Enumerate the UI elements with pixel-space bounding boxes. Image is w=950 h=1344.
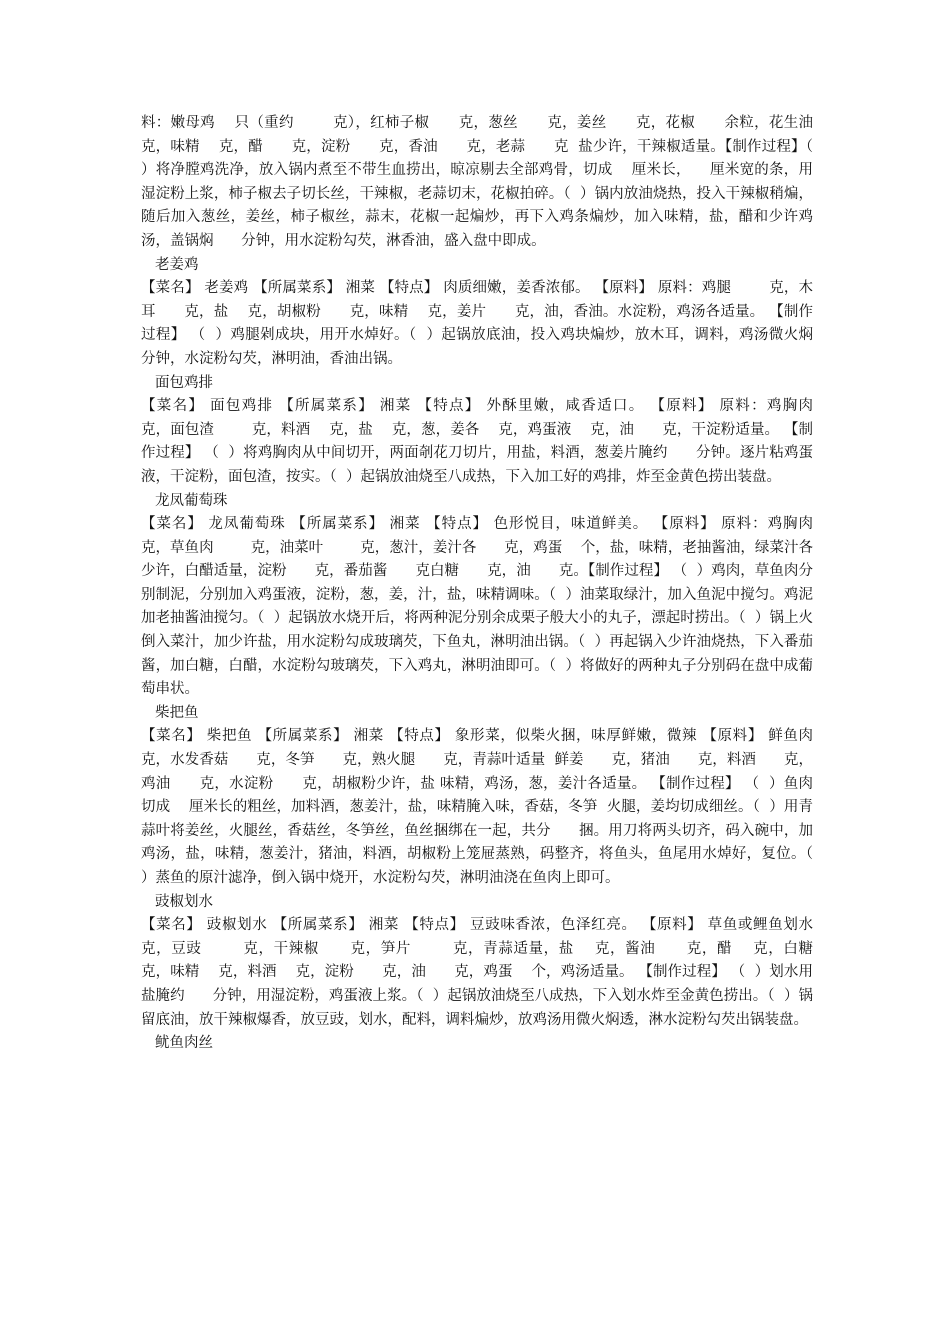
recipe-body-2: 【菜名】 老姜鸡 【所属菜系】 湘菜 【特点】 肉质细嫩，姜香浓郁。 【原料】 原料：鸡腿 克，木耳 克，盐 克，胡椒粉 克，味精 克，姜片 克，油，香油。水淀粉，鸡汤各适量。 【制作过程】 （ ）鸡腿剁成块，用开水焯好。（ ）起锅放底油，投入鸡块煸炒，放木耳，调料，鸡汤微火焖 分钟，水淀粉勾芡，淋明油，香油出锅。 xyxy=(141,280,841,367)
recipe-body-3: 【菜名】 面包鸡排 【所属菜系】 湘菜 【特点】 外酥里嫩，咸香适口。 【原料】 原料：鸡胸肉 克，面包渣 克，料酒 克，盐 克，葱，姜各 克，鸡蛋液 克，油 克，干淀粉适量。 【制作过程】 （ ）将鸡胸肉从中间切开，两面剞花刀切片，用盐，料酒，葱姜片腌约 分钟。逐片粘鸡蛋液，干淀粉，面包渣，按实。（ ）起锅放油烧至八成热，下入加工好的鸡排，炸至金黄色捞出装盘。 xyxy=(141,398,850,485)
dish-title-chai-ba-yu: 柴把鱼 xyxy=(155,704,199,721)
recipe-body-6: 【菜名】 豉椒划水 【所属菜系】 湘菜 【特点】 豆豉味香浓，色泽红亮。 【原料】 草鱼或鲤鱼划水 克，豆豉 克，干辣椒 克，笋片 克，青蒜适量，盐 克，酱油 克，醋 克，白糖 克，味精 克，料酒 克，淀粉 克，油 克，鸡蛋 个，鸡汤适量。 【制作过程】 （ ）划水用盐腌约 分钟，用湿淀粉，鸡蛋液上浆。（ ）起锅放油烧至八成热，下入划水炸至金黄色捞出。（ ）锅留底油，放干辣椒爆香，放豆豉，划水，配料，调料煸炒，放鸡汤用微火焖透，淋水淀粉勾芡出锅装盘。 xyxy=(141,917,850,1028)
dish-title-chi-jiao-hua-shui: 豉椒划水 xyxy=(155,893,213,910)
document-page xyxy=(141,112,850,1056)
dish-title-lao-jiang-ji: 老姜鸡 xyxy=(155,256,199,273)
recipe-body-1: 料：嫩母鸡 只（重约 克），红柿子椒 克，葱丝 克，姜丝 克，花椒 余粒，花生油 克，味精 克，醋 克，淀粉 克，香油 克，老蒜 克 盐少许，干辣椒适量。【制作过程】（ ）将净膛鸡洗净，放入锅内煮至不带生血捞出，晾凉剔去全部鸡骨，切成 厘米长， 厘米宽的条，用湿淀粉上浆，柿子椒去子切长丝，干辣椒，老蒜切末，花椒拍碎。（ ）锅内放油烧热，投入干辣椒稍煸，随后加入葱丝，姜丝，柿子椒丝，蒜末，花椒一起煸炒，再下入鸡条煸炒，加入味精，盐，醋和少许鸡汤，盖锅焖 分钟，用水淀粉勾芡，淋香油，盛入盘中即成。 xyxy=(141,115,841,249)
recipe-body-4: 【菜名】 龙凤葡萄珠 【所属菜系】 湘菜 【特点】 色形悦目，味道鲜美。 【原料】 原料：鸡胸肉 克，草鱼肉 克，油菜叶 克，葱汁，姜汁各 克，鸡蛋 个，盐，味精，老抽酱油，绿菜汁各少许，白醋适量，淀粉 克，番茄酱 克白糖 克，油 克。【制作过程】 （ ）鸡肉，草鱼肉分别制泥，分别加入鸡蛋液，淀粉，葱，姜，汁，盐，味精调味。（ ）油菜取绿汁，加入鱼泥中搅匀。鸡泥加老抽酱油搅匀。（ ）起锅放水烧开后，将两种泥分别余成栗子般大小的丸子，漂起时捞出。（ ）锅上火倒入菜汁，加少许盐，用水淀粉勾成玻璃芡，下鱼丸，淋明油出锅。（ ）再起锅入少许油烧热，下入番茄酱，加白糖，白醋，水淀粉勾玻璃芡，下入鸡丸，淋明油即可。（ ）将做好的两种丸子分别码在盘中成葡萄串状。 xyxy=(141,516,850,698)
dish-title-you-yu-rou-si: 鱿鱼肉丝 xyxy=(155,1035,213,1052)
dish-title-long-feng-pu-tao-zhu: 龙凤葡萄珠 xyxy=(155,492,228,509)
recipe-body-5: 【菜名】 柴把鱼 【所属菜系】 湘菜 【特点】 象形菜，似柴火捆，味厚鲜嫩，微辣 【原料】 鲜鱼肉 克，水发香菇 克，冬笋 克，熟火腿 克，青蒜叶适量 鲜姜 克，猪油 克，料酒 克，鸡油 克，水淀粉 克，胡椒粉少许，盐 味精，鸡汤，葱，姜汁各适量。 【制作过程】 （ ）鱼肉切成 厘米长的粗丝，加料酒，葱姜汁，盐，味精腌入味，香菇，冬笋 火腿，姜均切成细丝。（ ）用青蒜叶将姜丝，火腿丝，香菇丝，冬笋丝，鱼丝捆绑在一起，共分 捆。用刀将两头切齐，码入碗中，加鸡汤，盐，味精，葱姜汁，猪油，料酒，胡椒粉上笼屉蒸熟，码整齐，将鱼头，鱼尾用水焯好，复位。（ ）蒸鱼的原汁滤净，倒入锅中烧开，水淀粉勾芡，淋明油浇在鱼肉上即可。 xyxy=(141,728,850,886)
dish-title-mian-bao-ji-pai: 面包鸡排 xyxy=(155,374,213,391)
